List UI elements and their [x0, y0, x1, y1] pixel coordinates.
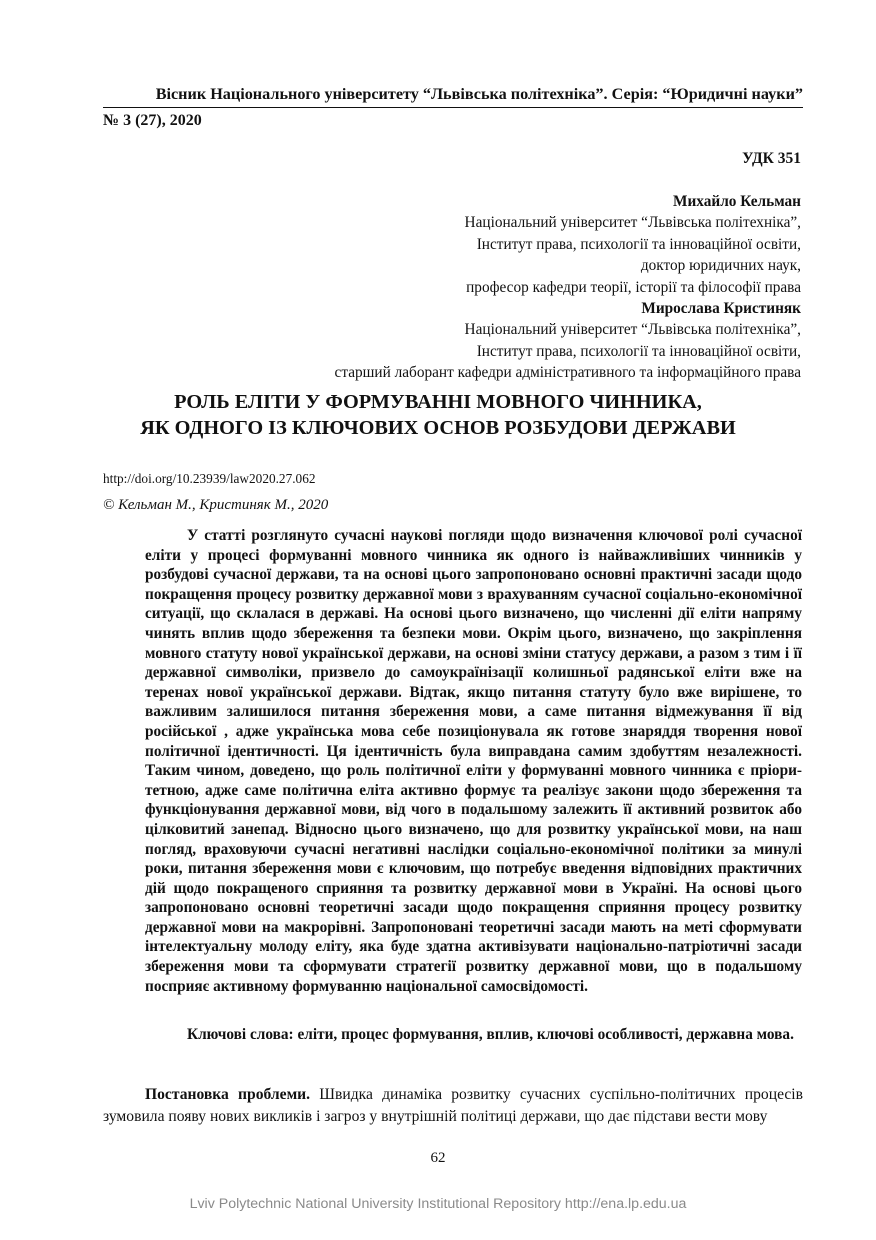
- page-number: 62: [430, 1150, 446, 1166]
- author-affiliation: Національний університет “Львівська політехніка”,: [464, 214, 801, 232]
- abstract: У статті розглянуто сучасні наукові погляди щодо визначення ключової ролі сучасної еліти у процесі формуванні мовного чинника як одного із найважливіших чинників у розбудові сучасної держави, та на основі цього запропоновано основні практичні засади щодо покращення процесу розвитку державної мови з врахуванням сучасної соціально-економічної ситуації, що склалася в державі. На основі цього визначено, що численні дії еліти напряму чинять вплив щодо збереження та безпеки мови. Окрім цього, визначено, що закріплення мовного статуту нової української держави, на основі зміни статусу держави, а разом з тим і її державної символіки, призвело до самоукраїнізації колишньої радянської еліти вже на теренах нової української держави. Відтак, якщо питання статуту було вже вирішене, то важливим залишилося питання збереження мови, а саме питання відмежування її від російської , адже українська мова себе позиціонувала як готове знаряддя творення нової політичної ідентичності. Ця ідентичність була виправдана самим здобуттям незалежності. Таким чином, доведено, що роль політичної еліти у формуванні мовного чинника є пріори-тетною, адже саме політична еліта активно формує та реалізує закони щодо збереження та функціонування державної мови, від чого в подальшому залежить її активний розвиток або цілковитий занепад. Відносно цього визначено, що для розвитку української мови, на наш погляд, враховуючи сучасні негативні наслідки соціально-економічної політики за минулі роки, питання збереження мови є ключовим, що потребує введення відповідних практичних дій щодо покращеного сприяння та розвитку державної мови в Україні. На основі цього запропоновано основні теоретичні засади щодо покращення сприяння процесу розвитку державної мови на макрорівні. Запропоновані теоретичні засади мають на меті сформувати інтелектуальну молоду еліту, яка буде здатна активізувати національно-патріотичні засади збереження мови та сформувати стратегії розвитку державної мови, що в подальшому посприяє активному формуванню національної самосвідомості.: [145, 527, 802, 995]
- udc-code: УДК 351: [742, 150, 801, 167]
- repository-footer: Lviv Polytechnic National University Institutional Repository http://ena.lp.edu.ua: [189, 1196, 687, 1212]
- copyright-notice: © Кельман М., Кристиняк М., 2020: [103, 497, 329, 513]
- article-title: [60, 389, 816, 441]
- author-affiliation: Інститут права, психології та інноваційної освіти,: [476, 342, 801, 360]
- author-affiliation: Національний університет “Львівська політехніка”,: [464, 321, 801, 339]
- doi-link[interactable]: http://doi.org/10.23939/law2020.27.062: [103, 471, 316, 486]
- article-title-line: ЯК ОДНОГО ІЗ КЛЮЧОВИХ ОСНОВ РОЗБУДОВИ ДЕРЖАВИ: [140, 417, 736, 439]
- author-position: професор кафедри теорії, історії та філософії права: [466, 278, 801, 296]
- author-block: [161, 191, 801, 384]
- author-degree: доктор юридичних наук,: [640, 257, 801, 275]
- author-position: старший лаборант кафедри адміністративного та інформаційного права: [334, 364, 801, 382]
- journal-header: Вісник Національного університету “Львівська політехніка”. Серія: “Юридичні науки”: [103, 84, 803, 108]
- keywords: Ключові слова: еліти, процес формування, вплив, ключові особливості, державна мова.: [187, 1026, 794, 1043]
- issue-number: № 3 (27), 2020: [103, 112, 202, 129]
- author-name: Мирослава Кристиняк: [641, 300, 801, 318]
- author-name: Михайло Кельман: [673, 193, 801, 210]
- section-heading: Постановка проблеми.: [145, 1086, 311, 1103]
- body-text: Швидка динаміка розвитку сучасних суспільно-політичних процесів зумовила появу нових викликів і загроз у внутрішній політиці держави, що дає підстави вести мову: [103, 1086, 803, 1125]
- author-affiliation: Інститут права, психології та інноваційної освіти,: [476, 235, 801, 253]
- article-title-line: РОЛЬ ЕЛІТИ У ФОРМУВАННІ МОВНОГО ЧИННИКА,: [174, 391, 702, 413]
- body-paragraph: [103, 1084, 803, 1128]
